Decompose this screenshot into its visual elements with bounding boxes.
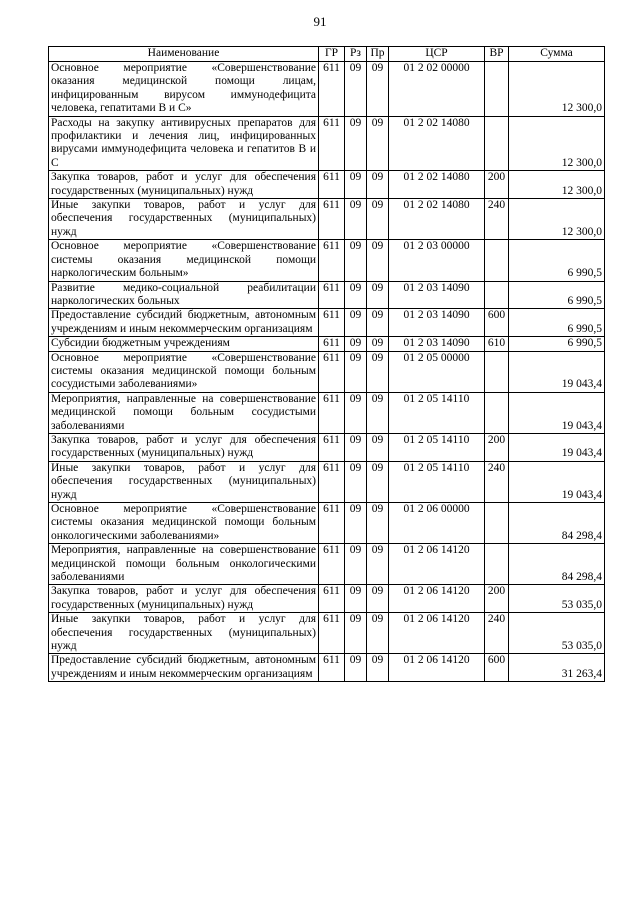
- row-gr: 611: [319, 199, 345, 240]
- row-sum: 84 298,4: [509, 544, 605, 585]
- column-header-sum: Сумма: [509, 47, 605, 62]
- row-csr: 01 2 05 14110: [389, 461, 485, 502]
- table-row: [49, 337, 605, 351]
- row-rz: 09: [345, 281, 367, 309]
- table-row: [49, 240, 605, 281]
- row-name: Субсидии бюджетным учреждениям: [49, 337, 319, 351]
- row-pr: 09: [367, 171, 389, 199]
- table-row: [49, 171, 605, 199]
- row-gr: 611: [319, 62, 345, 117]
- row-rz: 09: [345, 62, 367, 117]
- row-name: Мероприятия, направленные на совершенствование медицинской помощи больным онкологическими заболеваниями: [49, 544, 319, 585]
- row-name: Основное мероприятие «Совершенствование системы оказания медицинской помощи наркологическим больным»: [49, 240, 319, 281]
- row-gr: 611: [319, 337, 345, 351]
- row-rz: 09: [345, 503, 367, 544]
- table-header-row: [49, 47, 605, 62]
- page-number: 91: [313, 14, 327, 29]
- table-row: [49, 351, 605, 392]
- row-name: Закупка товаров, работ и услуг для обеспечения государственных (муниципальных) нужд: [49, 433, 319, 461]
- row-csr: 01 2 02 14080: [389, 171, 485, 199]
- row-vr: 240: [485, 461, 509, 502]
- table-row: [49, 116, 605, 171]
- row-csr: 01 2 05 14110: [389, 392, 485, 433]
- row-pr: 09: [367, 544, 389, 585]
- row-name: Расходы на закупку антивирусных препаратов для профилактики и лечения лиц, инфицированных вирусами иммунодефицита человека и гепатитов В и С: [49, 116, 319, 171]
- row-sum: 53 035,0: [509, 613, 605, 654]
- row-sum: 31 263,4: [509, 654, 605, 682]
- budget-table: [48, 46, 605, 682]
- row-gr: 611: [319, 544, 345, 585]
- row-vr: [485, 392, 509, 433]
- row-rz: 09: [345, 392, 367, 433]
- row-pr: 09: [367, 503, 389, 544]
- row-rz: 09: [345, 309, 367, 337]
- row-pr: 09: [367, 392, 389, 433]
- row-csr: 01 2 06 14120: [389, 585, 485, 613]
- row-sum: 6 990,5: [509, 240, 605, 281]
- row-csr: 01 2 02 00000: [389, 62, 485, 117]
- row-name: Иные закупки товаров, работ и услуг для обеспечения государственных (муниципальных) нужд: [49, 461, 319, 502]
- row-name: Закупка товаров, работ и услуг для обеспечения государственных (муниципальных) нужд: [49, 171, 319, 199]
- column-header-rz: Рз: [345, 47, 367, 62]
- row-pr: 09: [367, 337, 389, 351]
- row-pr: 09: [367, 613, 389, 654]
- row-gr: 611: [319, 240, 345, 281]
- row-rz: 09: [345, 199, 367, 240]
- row-csr: 01 2 03 14090: [389, 281, 485, 309]
- row-gr: 611: [319, 116, 345, 171]
- table-row: [49, 503, 605, 544]
- row-gr: 611: [319, 503, 345, 544]
- row-vr: 200: [485, 433, 509, 461]
- row-csr: 01 2 06 14120: [389, 544, 485, 585]
- row-rz: 09: [345, 654, 367, 682]
- row-csr: 01 2 05 14110: [389, 433, 485, 461]
- row-csr: 01 2 06 00000: [389, 503, 485, 544]
- row-sum: 19 043,4: [509, 433, 605, 461]
- row-gr: 611: [319, 461, 345, 502]
- row-name: Развитие медико-социальной реабилитации наркологических больных: [49, 281, 319, 309]
- row-name: Иные закупки товаров, работ и услуг для обеспечения государственных (муниципальных) нужд: [49, 199, 319, 240]
- table-row: [49, 433, 605, 461]
- row-name: Закупка товаров, работ и услуг для обеспечения государственных (муниципальных) нужд: [49, 585, 319, 613]
- row-rz: 09: [345, 544, 367, 585]
- row-csr: 01 2 06 14120: [389, 613, 485, 654]
- row-rz: 09: [345, 433, 367, 461]
- row-vr: [485, 240, 509, 281]
- row-rz: 09: [345, 240, 367, 281]
- row-csr: 01 2 03 14090: [389, 309, 485, 337]
- row-name: Основное мероприятие «Совершенствование системы оказания медицинской помощи больным онкологическими заболеваниями»: [49, 503, 319, 544]
- row-rz: 09: [345, 461, 367, 502]
- row-rz: 09: [345, 171, 367, 199]
- row-pr: 09: [367, 351, 389, 392]
- row-name: Иные закупки товаров, работ и услуг для обеспечения государственных (муниципальных) нужд: [49, 613, 319, 654]
- row-sum: 12 300,0: [509, 116, 605, 171]
- row-pr: 09: [367, 654, 389, 682]
- table-row: [49, 613, 605, 654]
- table-row: [49, 392, 605, 433]
- row-pr: 09: [367, 309, 389, 337]
- row-csr: 01 2 02 14080: [389, 116, 485, 171]
- table-row: [49, 461, 605, 502]
- row-pr: 09: [367, 585, 389, 613]
- row-vr: 200: [485, 585, 509, 613]
- row-vr: 240: [485, 199, 509, 240]
- row-name: Основное мероприятие «Совершенствование системы оказания медицинской помощи больным сосудистыми заболеваниями»: [49, 351, 319, 392]
- row-pr: 09: [367, 240, 389, 281]
- row-vr: [485, 116, 509, 171]
- row-gr: 611: [319, 171, 345, 199]
- column-header-gr: ГР: [319, 47, 345, 62]
- row-gr: 611: [319, 392, 345, 433]
- row-pr: 09: [367, 62, 389, 117]
- table-row: [49, 309, 605, 337]
- row-rz: 09: [345, 116, 367, 171]
- row-sum: 19 043,4: [509, 351, 605, 392]
- row-rz: 09: [345, 613, 367, 654]
- row-sum: 12 300,0: [509, 171, 605, 199]
- row-name: Мероприятия, направленные на совершенствование медицинской помощи больным сосудистыми заболеваниями: [49, 392, 319, 433]
- row-csr: 01 2 02 14080: [389, 199, 485, 240]
- row-gr: 611: [319, 281, 345, 309]
- row-vr: [485, 351, 509, 392]
- row-vr: [485, 281, 509, 309]
- row-vr: 240: [485, 613, 509, 654]
- table-row: [49, 544, 605, 585]
- row-name: Предоставление субсидий бюджетным, автономным учреждениям и иным некоммерческим организациям: [49, 654, 319, 682]
- row-gr: 611: [319, 433, 345, 461]
- row-vr: [485, 503, 509, 544]
- row-rz: 09: [345, 585, 367, 613]
- row-sum: 12 300,0: [509, 199, 605, 240]
- row-sum: 19 043,4: [509, 461, 605, 502]
- row-vr: 200: [485, 171, 509, 199]
- row-sum: 53 035,0: [509, 585, 605, 613]
- row-gr: 611: [319, 585, 345, 613]
- row-gr: 611: [319, 351, 345, 392]
- table-row: [49, 654, 605, 682]
- row-rz: 09: [345, 351, 367, 392]
- row-csr: 01 2 05 00000: [389, 351, 485, 392]
- row-sum: 84 298,4: [509, 503, 605, 544]
- table-row: [49, 62, 605, 117]
- row-csr: 01 2 06 14120: [389, 654, 485, 682]
- column-header-csr: ЦСР: [389, 47, 485, 62]
- row-pr: 09: [367, 461, 389, 502]
- table-row: [49, 199, 605, 240]
- row-pr: 09: [367, 116, 389, 171]
- row-csr: 01 2 03 00000: [389, 240, 485, 281]
- row-vr: 610: [485, 337, 509, 351]
- row-gr: 611: [319, 654, 345, 682]
- row-csr: 01 2 03 14090: [389, 337, 485, 351]
- row-name: Предоставление субсидий бюджетным, автономным учреждениям и иным некоммерческим организациям: [49, 309, 319, 337]
- row-rz: 09: [345, 337, 367, 351]
- row-pr: 09: [367, 281, 389, 309]
- row-name: Основное мероприятие «Совершенствование оказания медицинской помощи лицам, инфицированным вирусом иммунодефицита человека, гепатитами В и С»: [49, 62, 319, 117]
- row-sum: 6 990,5: [509, 309, 605, 337]
- row-sum: 19 043,4: [509, 392, 605, 433]
- column-header-pr: Пр: [367, 47, 389, 62]
- row-sum: 12 300,0: [509, 62, 605, 117]
- column-header-vr: ВР: [485, 47, 509, 62]
- row-sum: 6 990,5: [509, 281, 605, 309]
- row-pr: 09: [367, 199, 389, 240]
- row-pr: 09: [367, 433, 389, 461]
- row-gr: 611: [319, 613, 345, 654]
- row-vr: 600: [485, 309, 509, 337]
- row-gr: 611: [319, 309, 345, 337]
- table-row: [49, 281, 605, 309]
- column-header-name: Наименование: [49, 47, 319, 62]
- row-sum: 6 990,5: [509, 337, 605, 351]
- row-vr: 600: [485, 654, 509, 682]
- table-row: [49, 585, 605, 613]
- row-vr: [485, 62, 509, 117]
- row-vr: [485, 544, 509, 585]
